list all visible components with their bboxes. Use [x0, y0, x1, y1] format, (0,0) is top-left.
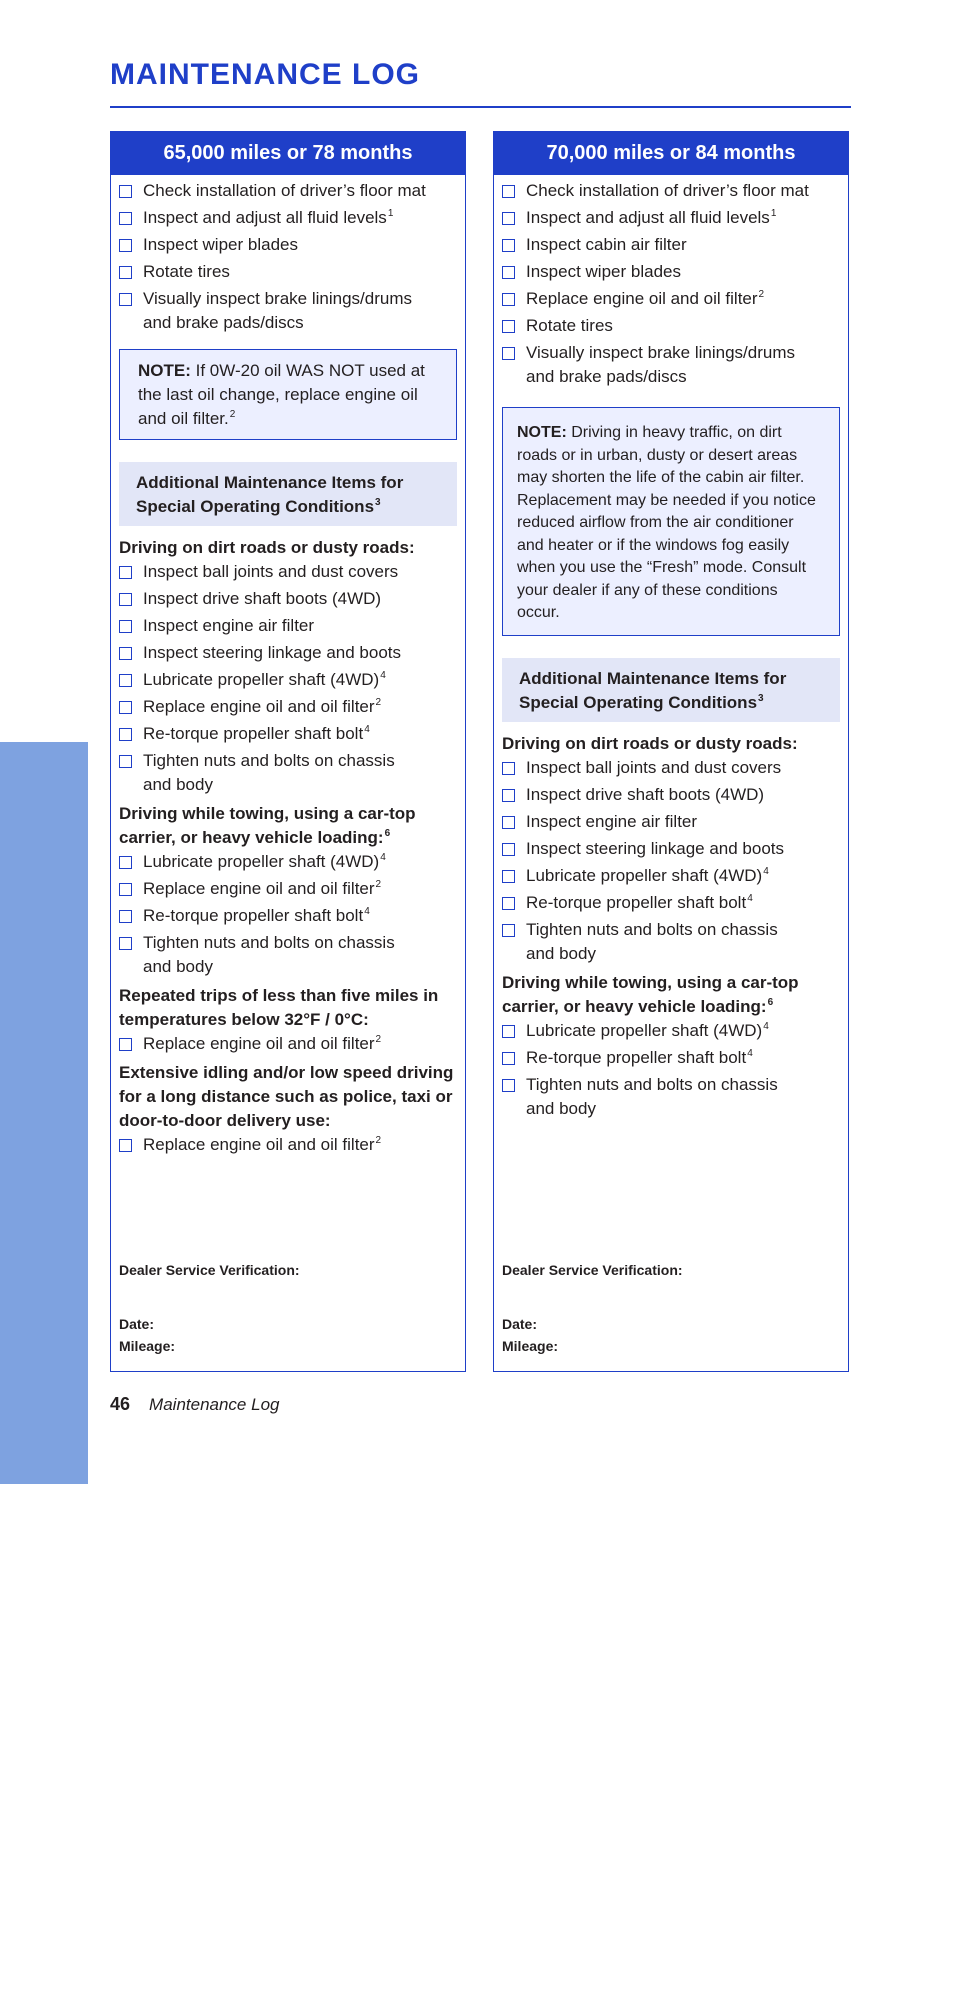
checklist-item[interactable]: Inspect ball joints and dust covers — [502, 756, 840, 780]
checkbox[interactable] — [119, 620, 132, 633]
note-box: NOTE: If 0W-20 oil WAS NOT used at the last oil change, replace engine oil and oil filter.$^2$ — [119, 349, 457, 440]
checkbox[interactable] — [119, 593, 132, 606]
date-label: Date: — [119, 1316, 155, 1332]
checkbox[interactable] — [119, 937, 132, 950]
condition-section — [494, 969, 848, 1121]
checklist-item[interactable]: Replace engine oil and oil filter$^2$ — [119, 877, 457, 901]
condition-section — [111, 1059, 465, 1157]
side-tab — [0, 742, 88, 1989]
checkbox[interactable] — [119, 647, 132, 660]
checklist-item[interactable]: Visually inspect brake linings/drums and brake pads/discs — [119, 287, 457, 335]
checklist-item[interactable]: Inspect engine air filter — [119, 614, 457, 638]
checklist-item[interactable]: Check installation of driver’s floor mat — [502, 179, 840, 203]
checklist — [111, 175, 465, 335]
checkbox[interactable] — [502, 924, 515, 937]
page-number: 46 — [110, 1394, 131, 1414]
condition-heading: Driving while towing, using a car-top carrier, or heavy vehicle loading:$^6$ — [119, 804, 416, 847]
interval-header: 70,000 miles or 84 months — [494, 132, 848, 175]
checklist-item[interactable]: Re-torque propeller shaft bolt$^4$ — [119, 722, 457, 746]
checkbox[interactable] — [119, 701, 132, 714]
checklist-item[interactable]: Rotate tires — [502, 314, 840, 338]
checklist-item[interactable]: Visually inspect brake linings/drums and brake pads/discs — [502, 341, 840, 389]
checklist — [494, 175, 848, 389]
checkbox[interactable] — [119, 566, 132, 579]
note-box: NOTE: Driving in heavy traffic, on dirt roads or in urban, dusty or desert areas may shorten the life of the cabin air filter. Replacement may be needed if you notice reduced airflow from the air conditioner and heater or if the windows fog easily when you use the “Fresh” mode. Consult your dealer if any of these conditions occur. — [502, 407, 840, 636]
checklist-item[interactable]: Inspect and adjust all fluid levels$^1$ — [119, 206, 457, 230]
checkbox[interactable] — [119, 910, 132, 923]
checkbox[interactable] — [119, 1139, 132, 1152]
checklist-item[interactable]: Inspect steering linkage and boots — [119, 641, 457, 665]
checkbox[interactable] — [502, 762, 515, 775]
checklist-item[interactable]: Inspect cabin air filter — [502, 233, 840, 257]
mileage-label: Mileage: — [502, 1338, 559, 1354]
checklist-item[interactable]: Inspect and adjust all fluid levels$^1$ — [502, 206, 840, 230]
checkbox[interactable] — [502, 789, 515, 802]
checklist-item[interactable]: Lubricate propeller shaft $(4WD)^4$ — [502, 1019, 840, 1043]
checkbox[interactable] — [119, 1038, 132, 1051]
checklist-item[interactable]: Inspect wiper blades — [502, 260, 840, 284]
checklist-item[interactable]: Inspect engine air filter — [502, 810, 840, 834]
checkbox[interactable] — [502, 347, 515, 360]
checkbox[interactable] — [502, 185, 515, 198]
checklist-item[interactable]: Replace engine oil and oil filter$^2$ — [119, 1133, 457, 1157]
checklist-item[interactable]: Inspect drive shaft boots (4WD) — [119, 587, 457, 611]
checkbox[interactable] — [119, 293, 132, 306]
condition-heading: Extensive idling and/or low speed driving for a long distance such as police, taxi or door-to-door delivery use: — [119, 1063, 454, 1130]
condition-section — [111, 526, 465, 797]
checklist-item[interactable]: Check installation of driver’s floor mat — [119, 179, 457, 203]
checklist-item[interactable]: Re-torque propeller shaft bolt$^4$ — [502, 1046, 840, 1070]
mileage-label: Mileage: — [119, 1338, 176, 1354]
checkbox[interactable] — [119, 883, 132, 896]
condition-heading: Repeated trips of less than five miles in temperatures below 32°F / 0°C: — [119, 986, 439, 1029]
checkbox[interactable] — [502, 1025, 515, 1038]
checklist-item[interactable]: Tighten nuts and bolts on chassis and body — [119, 931, 457, 979]
condition-heading: Driving on dirt roads or dusty roads: — [119, 538, 415, 557]
checklist-item[interactable]: Inspect ball joints and dust covers — [119, 560, 457, 584]
interval-65000-card — [110, 131, 466, 1372]
checklist-item[interactable]: Lubricate propeller shaft $(4WD)^4$ — [502, 864, 840, 888]
checkbox[interactable] — [119, 856, 132, 869]
checklist-item[interactable]: Inspect steering linkage and boots — [502, 837, 840, 861]
interval-header: 65,000 miles or 78 months — [111, 132, 465, 175]
checkbox[interactable] — [502, 870, 515, 883]
checkbox[interactable] — [502, 293, 515, 306]
checklist-item[interactable]: Lubricate propeller shaft $(4WD)^4$ — [119, 668, 457, 692]
side-tab-label: MAINTENANCE — [27, 1734, 60, 1989]
checklist-item[interactable]: Rotate tires — [119, 260, 457, 284]
checklist-item[interactable]: Replace engine oil and oil filter$^2$ — [119, 1032, 457, 1056]
checkbox[interactable] — [502, 897, 515, 910]
interval-70000-card — [493, 131, 849, 1372]
dealer-verification-label: Dealer Service Verification: — [502, 1262, 683, 1278]
condition-heading: Driving while towing, using a car-top carrier, or heavy vehicle loading:$^6$ — [502, 972, 799, 1016]
checklist-item[interactable]: Inspect drive shaft boots (4WD) — [502, 783, 840, 807]
date-label: Date: — [502, 1316, 538, 1332]
page-title: MAINTENANCE LOG — [110, 58, 420, 91]
checklist-item[interactable]: Replace engine oil and oil filter$^2$ — [119, 695, 457, 719]
checkbox[interactable] — [119, 266, 132, 279]
checkbox[interactable] — [502, 843, 515, 856]
condition-section — [494, 722, 848, 966]
condition-section — [111, 982, 465, 1056]
checkbox[interactable] — [502, 239, 515, 252]
checklist-item[interactable]: Re-torque propeller shaft bolt$^4$ — [119, 904, 457, 928]
checkbox[interactable] — [119, 728, 132, 741]
special-conditions-box: Additional Maintenance Items for Special Operating Conditions$^3$ — [119, 462, 457, 526]
checkbox[interactable] — [502, 1079, 515, 1092]
checkbox[interactable] — [502, 816, 515, 829]
dealer-verification-label: Dealer Service Verification: — [119, 1262, 300, 1278]
checklist-item[interactable]: Re-torque propeller shaft bolt$^4$ — [502, 891, 840, 915]
checklist-item[interactable]: Replace engine oil and oil filter$^2$ — [502, 287, 840, 311]
checkbox[interactable] — [502, 1052, 515, 1065]
checkbox[interactable] — [119, 755, 132, 768]
checklist-item[interactable]: Lubricate propeller shaft $(4WD)^4$ — [119, 850, 457, 874]
checkbox[interactable] — [502, 266, 515, 279]
page-footer — [110, 1394, 279, 1415]
checklist-item[interactable]: Inspect wiper blades — [119, 233, 457, 257]
footer-section-title: Maintenance Log — [149, 1395, 280, 1414]
checklist-item[interactable]: Tighten nuts and bolts on chassis and body — [502, 918, 840, 966]
checklist-item[interactable]: Tighten nuts and bolts on chassis and body — [502, 1073, 840, 1121]
checkbox[interactable] — [502, 212, 515, 225]
checkbox[interactable] — [502, 320, 515, 333]
checkbox[interactable] — [119, 212, 132, 225]
checkbox[interactable] — [119, 185, 132, 198]
condition-section — [111, 800, 465, 979]
checkbox[interactable] — [119, 674, 132, 687]
special-conditions-box: Additional Maintenance Items for Special Operating Conditions$^3$ — [502, 658, 840, 722]
title-divider — [110, 106, 851, 108]
checkbox[interactable] — [119, 239, 132, 252]
condition-heading: Driving on dirt roads or dusty roads: — [502, 733, 798, 753]
checklist-item[interactable]: Tighten nuts and bolts on chassis and body — [119, 749, 457, 797]
